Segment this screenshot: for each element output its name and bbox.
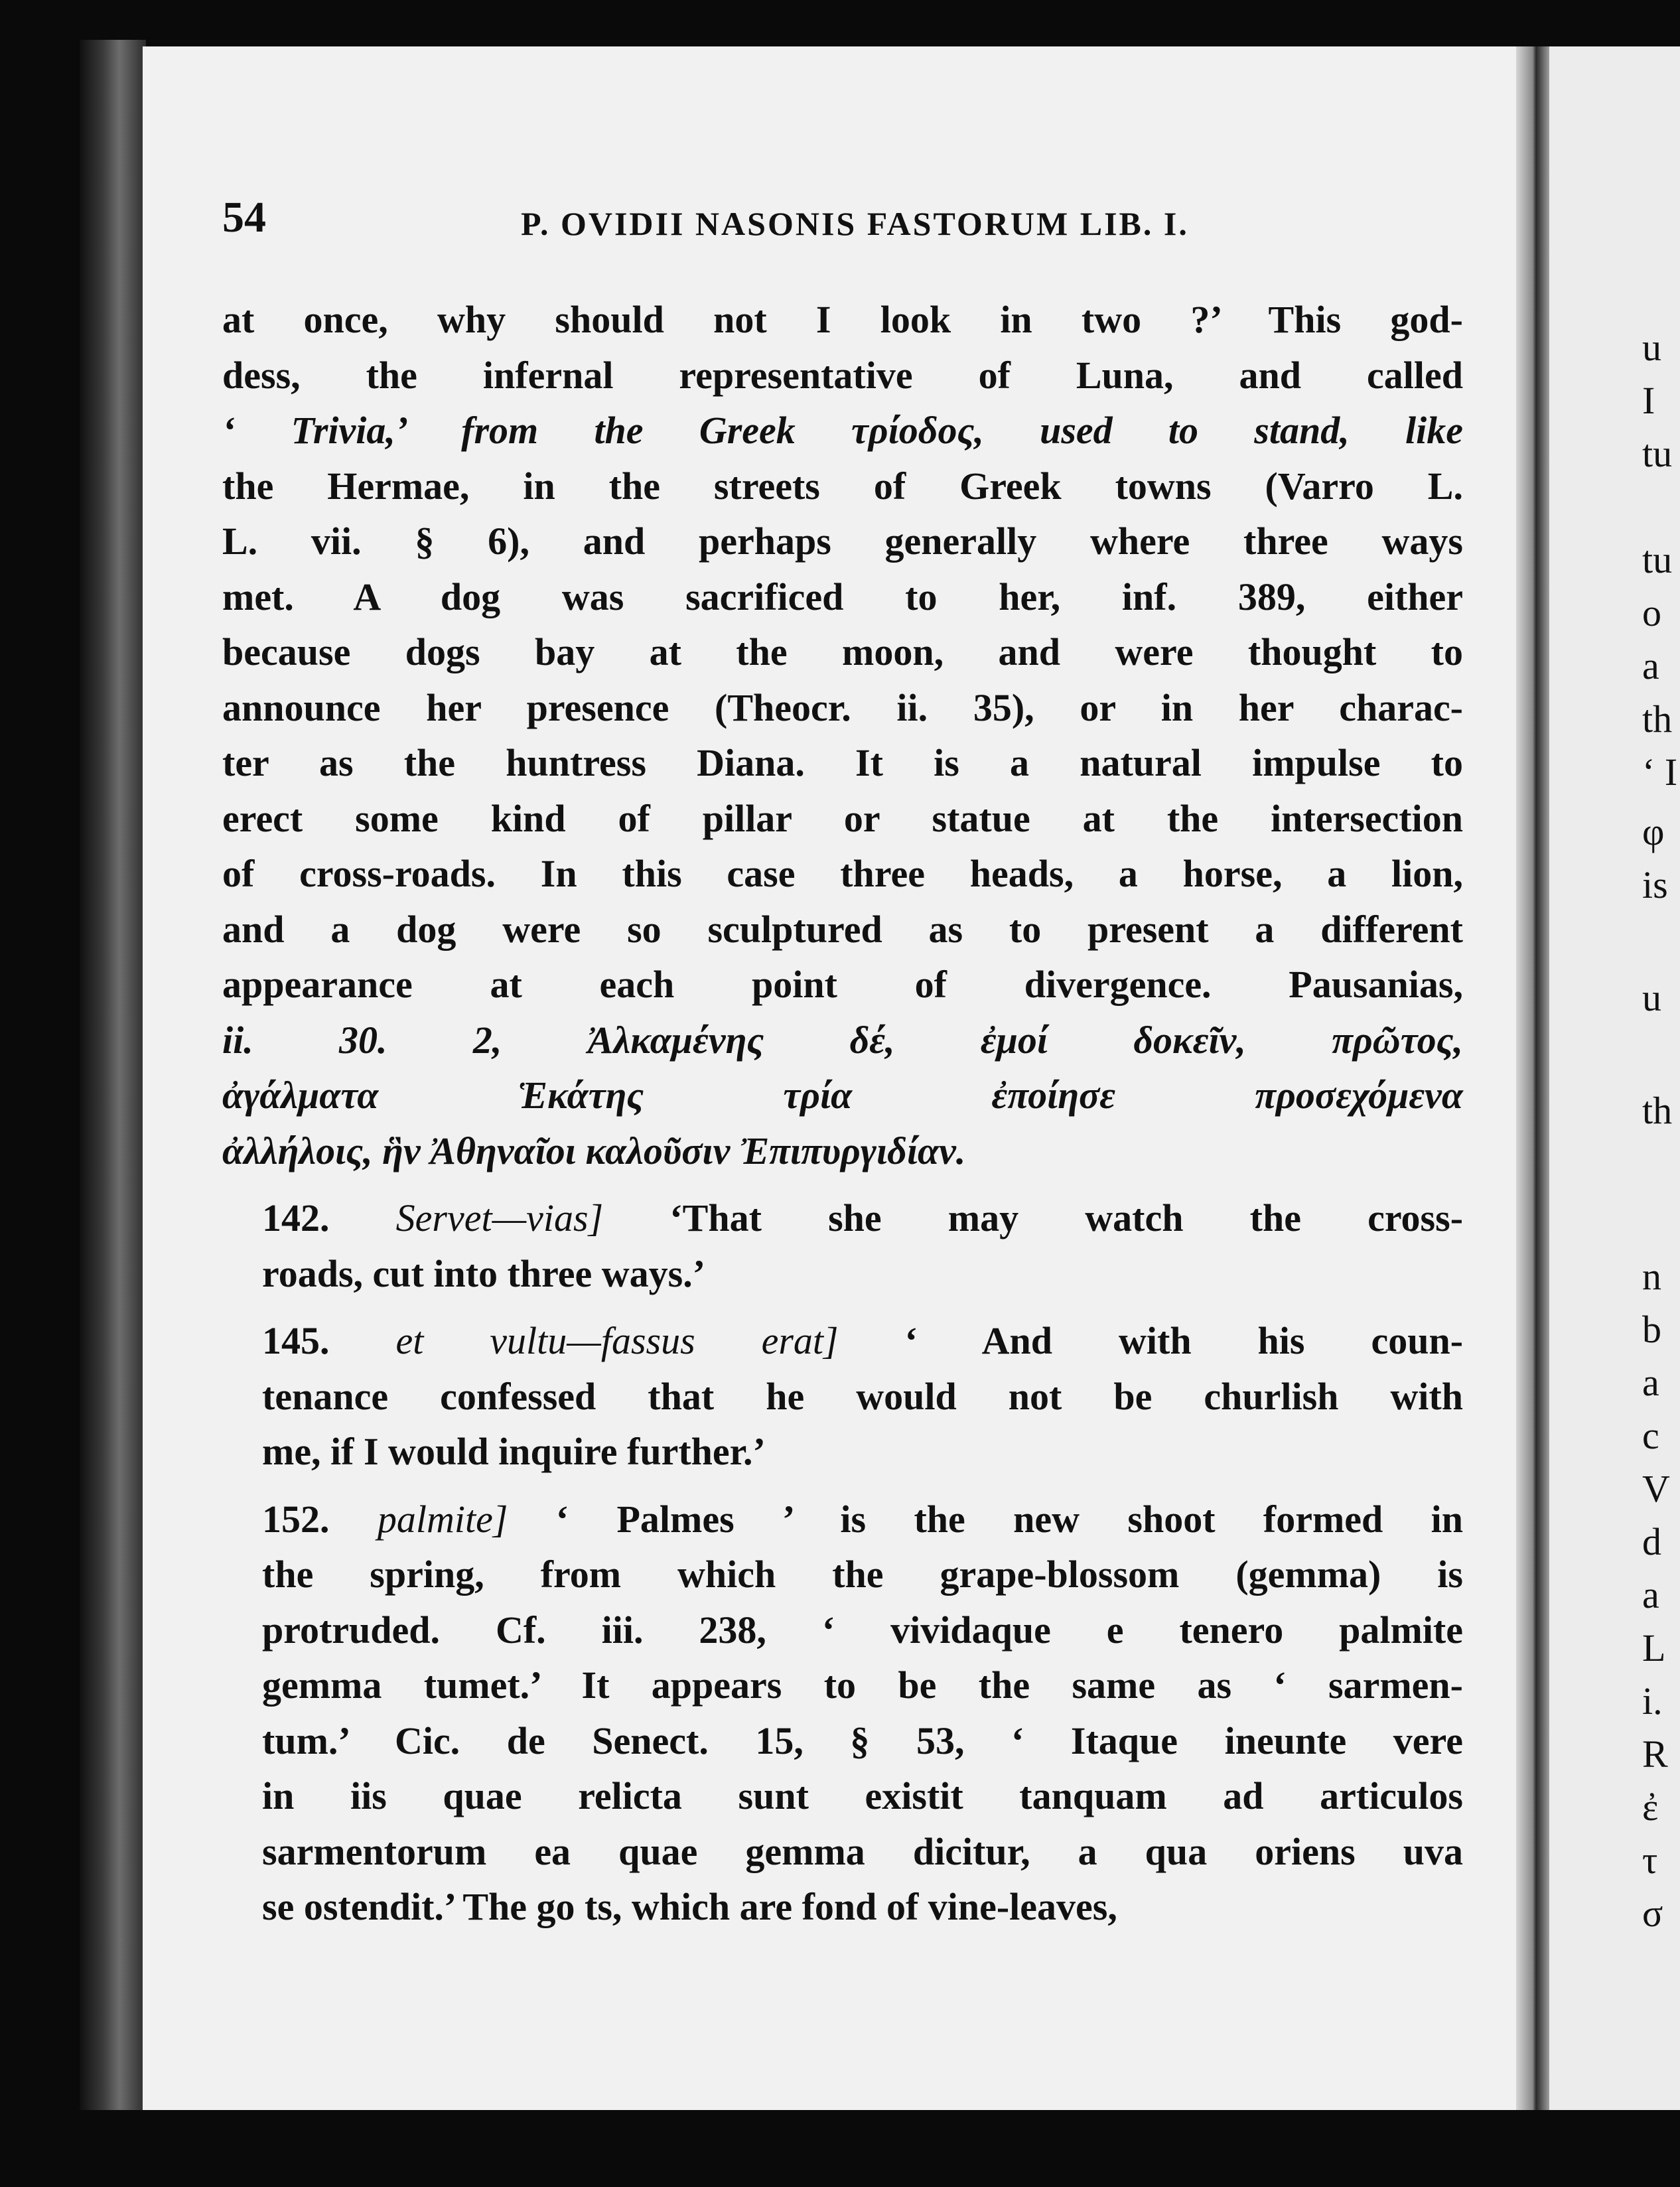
facing-page-fragment: th	[1642, 1089, 1673, 1132]
text-line: ii. 30. 2, Ἀλκαμένης δέ, ἐμοί δοκεῖν, πρῶτος,	[222, 1018, 1463, 1062]
facing-page-fragment: c	[1642, 1414, 1659, 1457]
facing-page-fragment: i.	[1642, 1679, 1663, 1723]
text-line: of cross-roads. In this case three heads, a horse, a lion,	[222, 852, 1463, 895]
facing-page-fragment: is	[1642, 863, 1668, 906]
text-line: protruded. Cf. iii. 238, ‘ vividaque e tenero palmite	[262, 1608, 1463, 1652]
text-line	[222, 1492, 1463, 1547]
facing-page-fragment: a	[1642, 1361, 1659, 1404]
text-line: ἀλλήλοις, ἣν Ἀθηναῖοι καλοῦσιν Ἐπιπυργιδίαν.	[222, 1129, 966, 1172]
text-line: L. vii. § 6), and perhaps generally where three ways	[222, 520, 1463, 563]
text-line: tum.’ Cic. de Senect. 15, § 53, ‘ Itaque ineunte vere	[262, 1719, 1463, 1762]
facing-page-fragment: τ	[1642, 1839, 1658, 1882]
note-text: ‘That she may watch the cross-	[669, 1196, 1464, 1239]
facing-page-fragment: a	[1642, 644, 1659, 687]
facing-page-fragment: d	[1642, 1520, 1661, 1563]
facing-page-fragment: ‘ I	[1642, 750, 1678, 794]
facing-page-fragment: u	[1642, 976, 1661, 1019]
text-line: met. A dog was sacrificed to her, inf. 389, either	[222, 575, 1463, 618]
facing-page-fragment: tu	[1642, 432, 1673, 475]
paragraph-trivia	[222, 292, 1463, 1178]
text-line: gemma tumet.’ It appears to be the same as ‘ sarmen-	[262, 1663, 1463, 1707]
note-number: 142.	[262, 1196, 330, 1239]
text-line: in iis quae relicta sunt existit tanquam ad articulos	[262, 1774, 1463, 1817]
facing-page-fragment: σ	[1642, 1892, 1663, 1935]
facing-page-fragment: o	[1642, 591, 1661, 634]
running-title: P. OVIDII NASONIS FASTORUM LIB. I.	[521, 205, 1189, 242]
text-line: the Hermae, in the streets of Greek towns (Varro L.	[222, 464, 1463, 508]
text-line: at once, why should not I look in two ?’ This god-	[222, 298, 1463, 341]
note-lemma: et vultu—fassus erat]	[395, 1319, 839, 1362]
facing-page-fragment: R	[1642, 1732, 1668, 1776]
note-text: ‘ And with his coun-	[904, 1319, 1464, 1362]
facing-page-fragment: a	[1642, 1573, 1659, 1616]
text-line: because dogs bay at the moon, and were thought to	[222, 630, 1463, 673]
text-line: ter as the huntress Diana. It is a natural impulse to	[222, 741, 1463, 784]
note-lemma: palmite]	[377, 1497, 508, 1541]
note-152	[222, 1492, 1463, 1935]
note-145	[222, 1313, 1463, 1480]
text-line	[222, 1190, 1463, 1246]
facing-page-fragment: L	[1642, 1626, 1666, 1669]
facing-page-fragment: u	[1642, 326, 1661, 369]
text-line: sarmentorum ea quae gemma dicitur, a qua oriens uva	[262, 1829, 1463, 1873]
facing-page-edge	[1549, 46, 1680, 2110]
facing-page-fragment: I	[1642, 379, 1655, 422]
note-number: 152.	[262, 1497, 330, 1541]
note-142	[222, 1190, 1463, 1301]
facing-page-fragment: b	[1642, 1308, 1661, 1351]
commentary-text	[222, 292, 1463, 1935]
text-line: the spring, from which the grape-blossom (gemma) is	[262, 1553, 1463, 1596]
book-spine	[80, 40, 146, 2123]
text-line: roads, cut into three ways.’	[262, 1251, 706, 1295]
scan-border	[0, 2110, 1680, 2187]
page-number: 54	[222, 193, 266, 242]
facing-page-fragment: V	[1642, 1467, 1670, 1510]
text-line: se ostendit.’ The go ts, which are fond of vine-leaves,	[262, 1885, 1117, 1928]
facing-page-fragment: tu	[1642, 538, 1673, 581]
facing-page-fragment: th	[1642, 697, 1673, 741]
text-line: announce her presence (Theocr. ii. 35), or in her charac-	[222, 685, 1463, 729]
facing-page-fragment: n	[1642, 1255, 1661, 1298]
note-number: 145.	[262, 1319, 330, 1362]
facing-page-fragment: ἐ	[1642, 1786, 1659, 1829]
text-line: appearance at each point of divergence. Pausanias,	[222, 963, 1463, 1006]
text-line: ‘ Trivia,’ from the Greek τρίοδος, used to stand, like	[222, 409, 1463, 452]
text-line: erect some kind of pillar or statue at the intersection	[222, 796, 1463, 840]
book-gutter	[1516, 46, 1553, 2110]
text-line: ἀγάλματα Ἑκάτης τρία ἐποίησε προσεχόμενα	[222, 1074, 1463, 1117]
text-line: me, if I would inquire further.’	[262, 1430, 766, 1473]
facing-page-fragment: φ	[1642, 810, 1665, 853]
note-lemma: Servet—vias]	[395, 1196, 604, 1239]
text-line: and a dog were so sculptured as to present a different	[222, 907, 1463, 951]
text-line: dess, the infernal representative of Luna, and called	[222, 353, 1463, 397]
text-line: tenance confessed that he would not be churlish with	[262, 1374, 1463, 1418]
note-text: ‘ Palmes ’ is the new shoot formed in	[555, 1497, 1464, 1541]
text-line	[222, 1313, 1463, 1369]
